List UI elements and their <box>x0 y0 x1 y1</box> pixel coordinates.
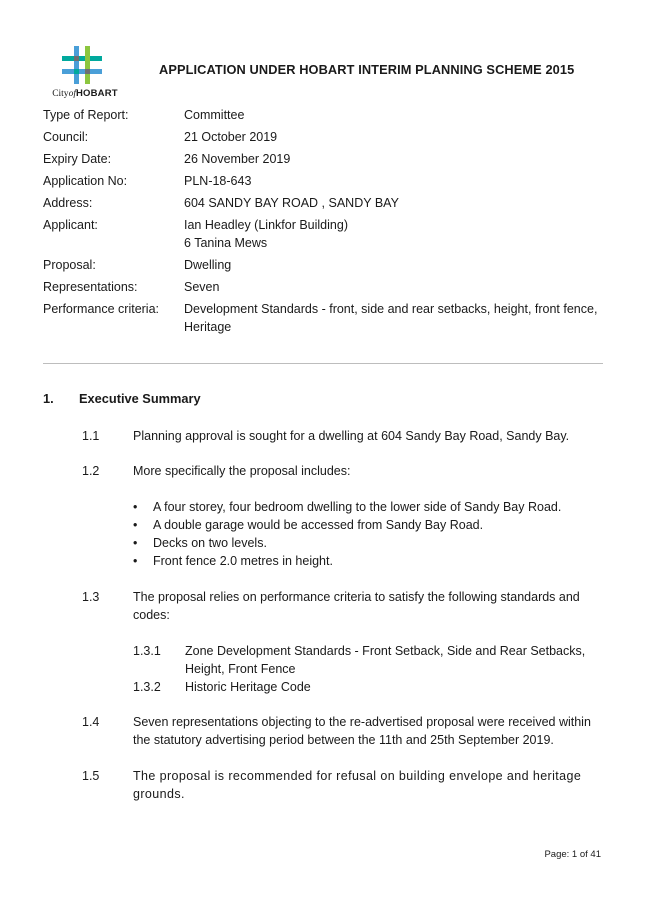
meta-value: Development Standards - front, side and rear setbacks, height, front fence, Heritage <box>184 302 598 334</box>
meta-row-type-of-report <box>43 106 608 124</box>
proposal-bullet-list <box>133 498 603 570</box>
paragraph-number: 1.1 <box>82 429 100 443</box>
document-title: APPLICATION UNDER HOBART INTERIM PLANNING SCHEME 2015 <box>159 62 575 77</box>
meta-value: Seven <box>184 280 220 294</box>
paragraph-number: 1.3 <box>82 590 100 604</box>
section-heading <box>43 391 201 406</box>
meta-row-applicant <box>43 216 608 252</box>
bullet-icon: • <box>133 518 138 532</box>
paragraph-1-3 <box>82 588 604 624</box>
bullet-icon: • <box>133 554 138 568</box>
meta-label: Type of Report: <box>43 108 129 122</box>
meta-row-address <box>43 194 608 212</box>
meta-value: 26 November 2019 <box>184 152 291 166</box>
meta-row-representations <box>43 278 608 296</box>
meta-row-proposal <box>43 256 608 274</box>
section-divider <box>43 363 603 364</box>
paragraph-text: More specifically the proposal includes: <box>133 464 351 478</box>
meta-value: 604 SANDY BAY ROAD , SANDY BAY <box>184 196 399 210</box>
meta-label: Proposal: <box>43 258 96 272</box>
meta-label: Application No: <box>43 174 128 188</box>
paragraph-1-1 <box>82 427 604 445</box>
paragraph-1-4 <box>82 713 604 749</box>
meta-value: 21 October 2019 <box>184 130 278 144</box>
subitem-1-3-2 <box>133 678 603 696</box>
meta-row-expiry-date <box>43 150 608 168</box>
list-item: • Front fence 2.0 metres in height. <box>133 554 333 568</box>
subitem-number: 1.3.1 <box>133 644 161 658</box>
meta-label: Address: <box>43 196 93 210</box>
meta-label: Applicant: <box>43 218 98 232</box>
meta-value: PLN-18-643 <box>184 174 252 188</box>
subitem-number: 1.3.2 <box>133 680 161 694</box>
meta-row-performance-criteria <box>43 300 608 336</box>
subitem-text: Historic Heritage Code <box>185 680 311 694</box>
meta-label: Performance criteria: <box>43 302 160 316</box>
meta-row-council <box>43 128 608 146</box>
section-number: 1. <box>43 391 54 406</box>
list-item: • A double garage would be accessed from Sandy Bay Road. <box>133 518 484 532</box>
paragraph-text: The proposal relies on performance criteria to satisfy the following standards and codes: <box>133 590 580 622</box>
page-number: Page: 1 of 41 <box>544 849 601 860</box>
meta-value <box>184 216 608 252</box>
meta-label: Council: <box>43 130 89 144</box>
paragraph-text: The proposal is recommended for refusal on building envelope and heritage grounds. <box>133 769 582 801</box>
bullet-icon: • <box>133 536 138 550</box>
subitem-text: Zone Development Standards - Front Setback, Side and Rear Setbacks, Height, Front Fence <box>185 644 586 676</box>
meta-label: Expiry Date: <box>43 152 112 166</box>
city-of-hobart-logo <box>46 46 124 99</box>
paragraph-text: Planning approval is sought for a dwelling at 604 Sandy Bay Road, Sandy Bay. <box>133 429 570 443</box>
meta-label: Representations: <box>43 280 138 294</box>
meta-value: Dwelling <box>184 258 232 272</box>
list-item: • A four storey, four bedroom dwelling to the lower side of Sandy Bay Road. <box>133 500 562 514</box>
paragraph-text: Seven representations objecting to the re-advertised proposal were received within the statutory advertising period between the 11th and 25th September 2019. <box>133 715 591 747</box>
meta-row-application-no <box>43 172 608 190</box>
applicant-address: 6 Tanina Mews <box>184 236 268 250</box>
report-metadata <box>43 106 608 340</box>
list-item: • Decks on two levels. <box>133 536 267 550</box>
bullet-icon: • <box>133 500 138 514</box>
paragraph-1-2 <box>82 462 604 480</box>
paragraph-number: 1.5 <box>82 769 100 783</box>
paragraph-number: 1.2 <box>82 464 100 478</box>
paragraph-number: 1.4 <box>82 715 100 729</box>
subitem-1-3-1 <box>133 642 603 678</box>
meta-value: Committee <box>184 108 245 122</box>
paragraph-1-5 <box>82 767 604 803</box>
applicant-name: Ian Headley (Linkfor Building) <box>184 218 348 232</box>
hobart-logo-mark-icon <box>62 46 102 84</box>
section-title: Executive Summary <box>79 391 201 406</box>
logo-wordmark: CityofHOBART <box>52 88 118 99</box>
